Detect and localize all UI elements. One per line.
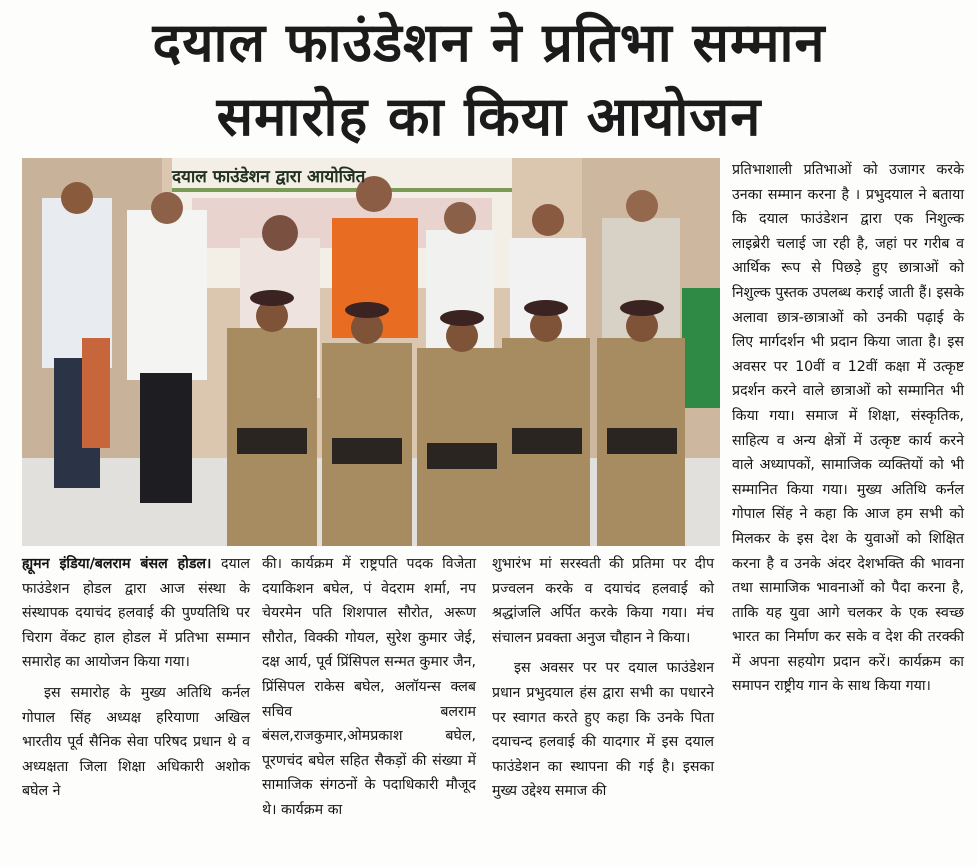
headline-line-1: दयाल फाउंडेशन ने प्रतिभा सम्मान	[152, 11, 826, 74]
news-photo	[22, 158, 720, 546]
article-column-1	[22, 552, 250, 810]
article-column-2	[262, 552, 476, 829]
article-column-3	[492, 552, 714, 810]
paragraph-text: दयाल फाउंडेशन होडल द्वारा आज संस्था के संस्थापक दयाचंद हलवाई की पुण्यतिथि पर चिराग वेंकट हाल होडल में प्रतिभा सम्मान समारोह का आयोजन किया गया।	[22, 556, 251, 671]
article-paragraph: शुभारंभ मां सरस्वती की प्रतिमा पर दीप प्रज्वलन करके व दयाचंद हलवाई को श्रद्धांजलि अर्पित करके किया गया। मंच संचालन प्रवक्ता अनुज चौहान ने किया।	[492, 556, 714, 646]
article-paragraph: इस समारोह के मुख्य अतिथि कर्नल गोपाल सिंह अध्यक्ष हरियाणा अखिल भारतीय पूर्व सैनिक सेवा परिषद प्रधान थे व अध्यक्षता जिला शिक्षा अधिकारी अशोक बघेल ने	[22, 684, 250, 800]
headline-line-2: समारोह का किया आयोजन	[216, 85, 762, 148]
article-column-4	[732, 158, 964, 705]
banner-text: दयाल फाउंडेशन द्वारा आयोजित	[172, 167, 366, 187]
article-paragraph	[22, 552, 250, 675]
photo-illustration	[22, 158, 720, 546]
article-paragraph: इस अवसर पर पर दयाल फाउंडेशन प्रधान प्रभुदयाल हंस द्वारा सभी का पधारने पर स्वागत करते हुए कहा कि उनके पिता दयाचन्द हलवाई की यादगार में इस दयाल फाउंडेशन का स्थापना की गई है। इसका मुख्य उद्देश्य समाज की	[492, 660, 714, 800]
headline	[0, 6, 978, 154]
article-paragraph: की। कार्यक्रम में राष्ट्रपति पदक विजेता दयाकिशन बघेल, पं वेदराम शर्मा, नप चेयरमेन पति शिशपाल सौरोत, अरूण सौरोत, विक्की गोयल, सुरेश कुमार जेई, दक्ष आर्य, पूर्व प्रिंसिपल सन्मत कुमार जैन, प्रिंसिपल राकेस बघेल, अलॉयन्स क्लब सचिव बलराम बंसल,राजकुमार,ओमप्रकाश बघेल, पूरणचंद बघेल सहित सैकड़ों की संख्या में सामाजिक संगठनों के पदाधिकारी मौजूद थे। कार्यक्रम का	[262, 556, 476, 818]
byline: ह्यूमन इंडिया/बलराम बंसल होडल।	[22, 556, 212, 572]
article-paragraph: प्रतिभाशाली प्रतिभाओं को उजागर करके उनका सम्मान करना है । प्रभुदयाल ने बताया कि दयाल फाउंडेशन द्वारा एक निशुल्क लाइब्रेरी चलाई जा रही है, जहां पर गरीब व आर्थिक रूप से पिछड़े हुए छात्राओं को निशुल्क पुस्तक उपलब्ध कराई जाती हैं। इसके अलावा छात्र-छात्राओं को उनकी पढ़ाई के लिए मार्गदर्शन भी प्रदान किया जाता है। इस अवसर पर 10वीं व 12वीं कक्षा में उत्कृष्ट प्रदर्शन करने वाले छात्राओं को सम्मानित भी किया गया। समाज में शिक्षा, संस्कृतिक, साहित्य व अन्य क्षेत्रों में उत्कृष्ट कार्य करने वाले अध्यापकों, सामाजिक व्यक्तियों को भी सम्मानित किया गया। मुख्य अतिथि कर्नल गोपाल सिंह ने कहा कि आज हम सभी को मिलकर के इस देश के युवाओं को शिक्षित करना है व उनके अंदर देशभक्ति की भावना तथा सामाजिक भावनाओं को पैदा करना है, ताकि यह युवा आगे चलकर के एक स्वच्छ भारत का निर्माण कर सके व देश की तरक्की में अपना सहयोग प्रदान करें। कार्यक्रम का समापन राष्ट्रीय गान के साथ किया गया।	[732, 162, 964, 695]
